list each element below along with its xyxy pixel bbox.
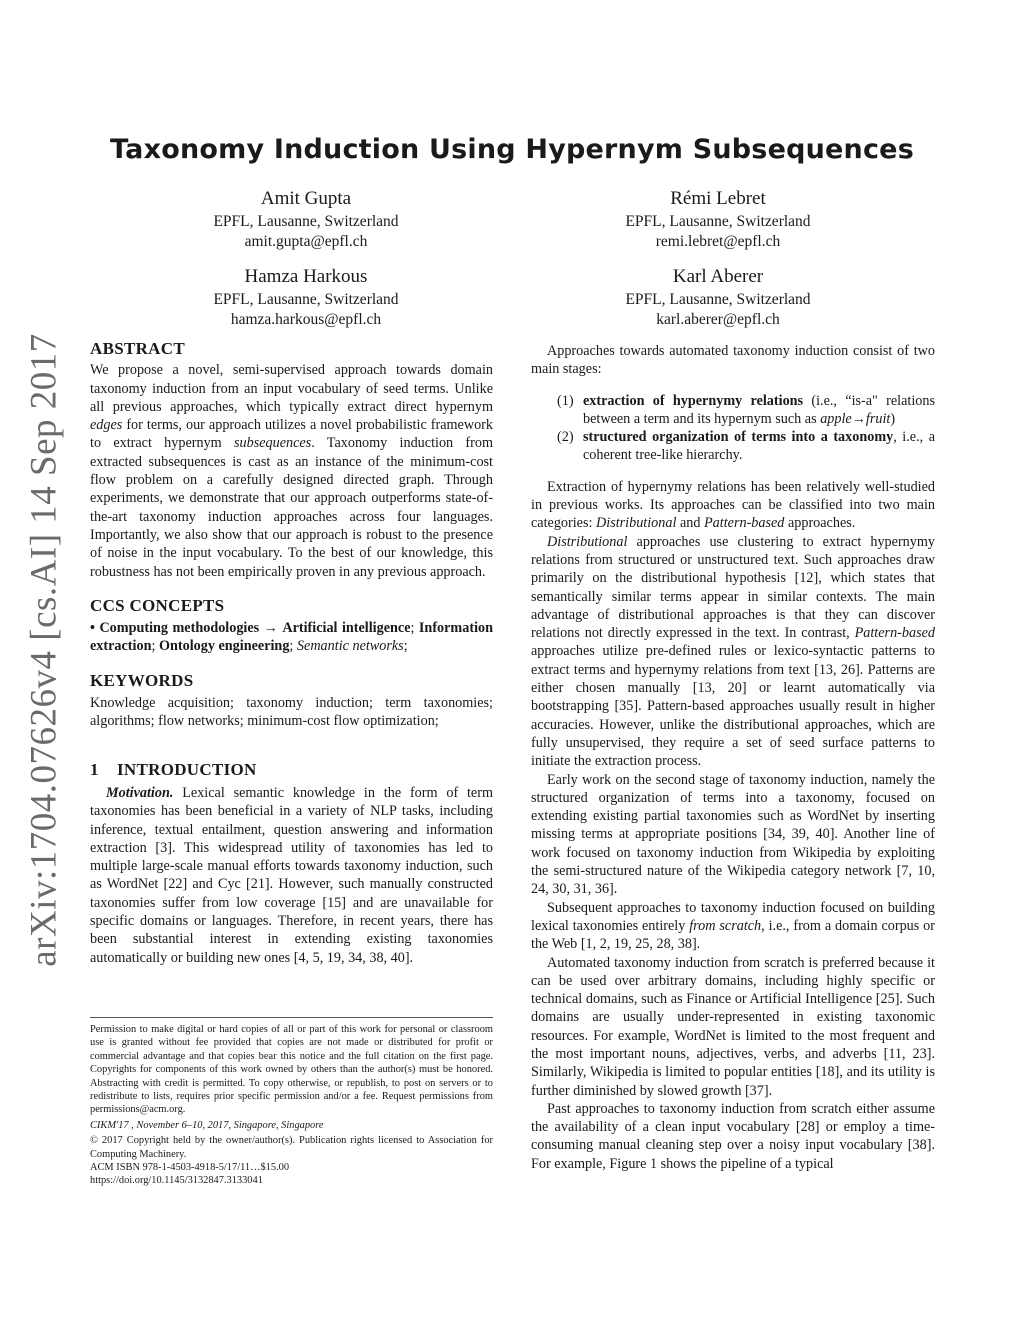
isbn: ACM ISBN 978-1-4503-4918-5/17/11…$15.00: [90, 1162, 290, 1174]
author-affiliation: EPFL, Lausanne, Switzerland: [625, 213, 811, 230]
author-block: [553, 186, 883, 252]
stage-list: [531, 392, 935, 465]
keywords-heading: KEYWORDS: [90, 670, 194, 690]
list-item: (1) extraction of hypernymy relations (i.e., “is-a" relations between a term and its hypernym such as apple→fruit): [557, 392, 935, 427]
author-email[interactable]: hamza.harkous@epfl.ch: [230, 311, 382, 328]
keywords-text: Knowledge acquisition; taxonomy induction; term taxonomies; algorithms; flow networks; minimum-cost flow optimization;: [90, 695, 493, 730]
ccs-concepts: • Computing methodologies → Artificial intelligence; Information extraction; Ontology engineering; Semantic networks;: [90, 620, 493, 655]
intro-paragraph: Motivation. Lexical semantic knowledge in the form of term taxonomies has been beneficial in a variety of NLP tasks, including inference, textual entailment, question answering and information extraction [3]. This widespread utility of taxonomies has led to multiple large-scale manual efforts towards taxonomy induction, such as WordNet [22] and Cyc [21]. However, such manually constructed taxonomies suffer from low coverage [15] and are unavailable for specific domains or languages. Therefore, in recent years, there has been substantial interest in extending existing taxonomies automatically or building new ones [4, 5, 19, 34, 38, 40].: [90, 784, 493, 966]
body-paragraph: Subsequent approaches to taxonomy induction focused on building lexical taxonomies entirely from scratch, i.e., from a domain corpus or the Web [1, 2, 19, 25, 28, 38].: [531, 899, 935, 953]
paper-title: Taxonomy Induction Using Hypernym Subsequences: [110, 134, 914, 165]
body-paragraph: Automated taxonomy induction from scratch is preferred because it can be used over arbitrary domains, including highly specific or technical domains, such as Finance or Artificial Intelligence [25]. Such domains are usually under-represented in existing taxonomic resources. For example, WordNet is limited to the most frequent and the most important nouns, adjectives, verbs, and adverbs [11, 23]. Similarly, Wikipedia is limited to popular entities [18], and its utility is further diminished by slowed growth [37].: [531, 954, 935, 1099]
author-affiliation: EPFL, Lausanne, Switzerland: [625, 291, 811, 308]
list-item: (2) structured organization of terms into a taxonomy, i.e., a coherent tree-like hierarchy.: [557, 429, 935, 464]
body-paragraph: Past approaches to taxonomy induction from scratch either assume the availability of a clean input vocabulary [28] or employ a time-consuming manual cleaning step over a noisy input vocabulary [38]. For example, Figure 1 shows the pipeline of a typical: [531, 1100, 935, 1172]
doi-link[interactable]: https://doi.org/10.1145/3132847.3133041: [90, 1175, 263, 1187]
author-block: [553, 264, 883, 330]
abstract-body: We propose a novel, semi-supervised approach towards domain taxonomy induction from an input vocabulary of seed terms. Unlike all previous approaches, which typically extract direct hypernym edges for terms, our approach utilizes a novel probabilistic framework to extract hypernym subsequences. Taxonomy induction from extracted subsequences is cast as an instance of the minimum-cost flow problem on a carefully designed directed graph. Through experiments, we demonstrate that our approach outperforms state-of-the-art taxonomy induction approaches across four languages. Importantly, we also show that our approach is robust to the presence of noise in the input vocabulary. To the best of our knowledge, this robustness has not been empirically proven in any previous approach.: [90, 362, 494, 580]
ccs-heading: CCS CONCEPTS: [90, 595, 225, 615]
author-name: Karl Aberer: [672, 266, 764, 287]
body-paragraph: Distributional approaches use clustering to extract hypernymy relations from structured or unstructured text. Such approaches draw primarily on the distributional hypothesis [12], which states that semantically similar terms appear in similar contexts. The main advantage of distributional approaches is that they can discover relations not directly expressed in the text. In contrast, Pattern-based approaches utilize pre-defined rules or lexico-syntactic patterns to extract terms and hypernymy relations from text [13, 26]. Patterns are either chosen manually [13, 20] or learnt automatically via bootstrapping [35]. Pattern-based approaches usually result in higher accuracies. However, unlike the distributional approaches, which are fully unsupervised, they require a set of seed surface patterns to initiate the extraction process.: [531, 533, 935, 770]
left-column: [90, 340, 493, 967]
author-affiliation: EPFL, Lausanne, Switzerland: [213, 213, 399, 230]
arxiv-id: arXiv:1704.07626v4 [cs.AI] 14 Sep 2017: [23, 333, 65, 967]
author-name: Amit Gupta: [260, 188, 352, 209]
author-email[interactable]: remi.lebret@epfl.ch: [655, 233, 781, 250]
footnote-divider: [90, 1017, 493, 1018]
author-block: [141, 186, 471, 252]
abstract-heading: ABSTRACT: [90, 339, 185, 358]
author-email[interactable]: karl.aberer@epfl.ch: [656, 311, 780, 328]
copyright-notice: © 2017 Copyright held by the owner/author(s). Publication rights licensed to Association for Computing Machinery.: [90, 1135, 493, 1160]
author-name: Rémi Lebret: [670, 188, 766, 209]
footnote: [90, 1023, 493, 1188]
author-block: [141, 264, 471, 330]
right-column: [531, 342, 935, 1173]
permission-notice: Permission to make digital or hard copies of all or part of this work for personal or classroom use is granted without fee provided that copies are not made or distributed for profit or commercial advantage and that copies bear this notice and the full citation on the first page. Copyrights for components of this work owned by others than the author(s) must be honored. Abstracting with credit is permitted. To copy otherwise, or republish, to post on servers or to redistribute to lists, requires prior specific permission and/or a fee. Request permissions from permissions@acm.org.: [90, 1024, 493, 1116]
author-email[interactable]: amit.gupta@epfl.ch: [244, 233, 368, 250]
body-paragraph: Early work on the second stage of taxonomy induction, namely the structured organization of terms into a taxonomy, focused on extending existing partial taxonomies such as WordNet by inserting missing terms at appropriate positions [34, 39, 40]. Another line of work focused on taxonomy induction from Wikipedia by exploiting the semi-structured nature of the Wikipedia category network [7, 10, 24, 30, 31, 36].: [531, 771, 935, 898]
body-paragraph: Extraction of hypernymy relations has been relatively well-studied in previous works. Its approaches can be classified into two main categories: Distributional and Pattern-based approaches.: [531, 478, 935, 532]
author-affiliation: EPFL, Lausanne, Switzerland: [213, 291, 399, 308]
author-name: Hamza Harkous: [244, 266, 368, 287]
approaches-paragraph: Approaches towards automated taxonomy induction consist of two main stages:: [531, 343, 935, 378]
introduction-heading: 1 INTRODUCTION: [90, 759, 257, 779]
conference-info: CIKM'17 , November 6–10, 2017, Singapore, Singapore: [90, 1119, 324, 1131]
